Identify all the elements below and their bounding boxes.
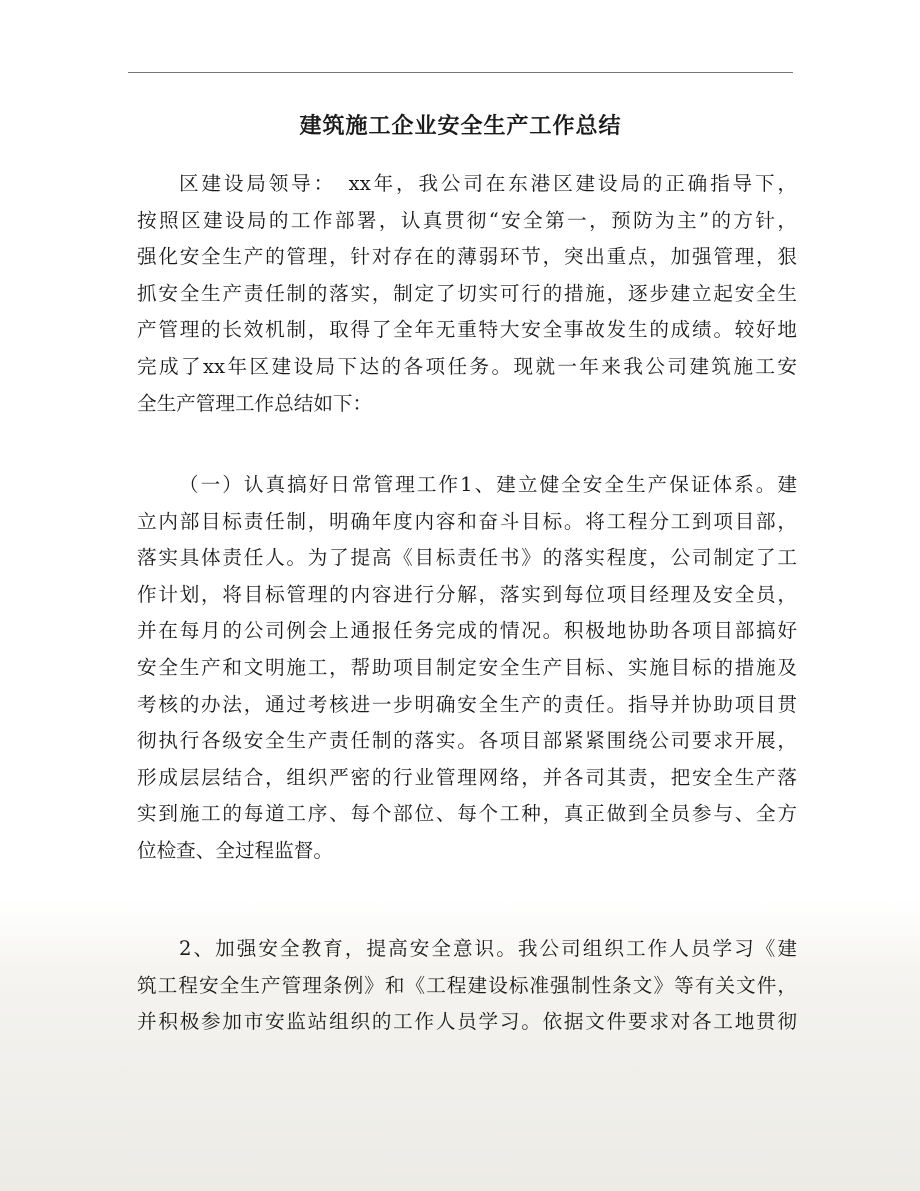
text-line: 落实具体责任人。为了提高《目标责任书》的落实程度，公司制定了工 [137,546,797,570]
text-line: 形成层层结合，组织严密的行业管理网络，并各司其责，把安全生产落 [137,765,797,789]
text-line: 作计划，将目标管理的内容进行分解，落实到每位项目经理及安全员， [137,582,797,606]
text-line: 2、加强安全教育，提高安全意识。我公司组织工作人员学习《建 [179,937,797,960]
text-line: 抓安全生产责任制的落实，制定了切实可行的措施，逐步建立起安全生 [137,281,797,305]
text-line: 并积极参加市安监站组织的工作人员学习。依据文件要求对各工地贯彻 [137,1010,797,1034]
header-rule [128,72,793,73]
text-line: 按照区建设局的工作部署，认真贯彻“安全第一，预防为主”的方针， [137,208,797,232]
text-line: 安全生产和文明施工，帮助项目制定安全生产目标、实施目标的措施及 [137,655,797,679]
paragraph-safety-education [137,931,797,1041]
document-title: 建筑施工企业安全生产工作总结 [299,113,622,139]
text-line: 实到施工的每道工序、每个部位、每个工种，真正做到全员参与、全方 [137,802,797,826]
paragraph-daily-management [137,467,797,870]
text-line: 并在每月的公司例会上通报任务完成的情况。积极地协助各项目部搞好 [137,619,797,643]
text-line: 立内部目标责任制，明确年度内容和奋斗目标。将工程分工到项目部， [137,509,797,533]
text-line: 强化安全生产的管理，针对存在的薄弱环节，突出重点，加强管理，狠 [137,245,797,269]
text-line: 位检查、全过程监督。 [137,838,333,862]
text-line: 区建设局领导： xx年，我公司在东港区建设局的正确指导下， [179,172,797,195]
text-line: 彻执行各级安全生产责任制的落实。各项目部紧紧围绕公司要求开展， [137,729,797,753]
text-line: 产管理的长效机制，取得了全年无重特大安全事故发生的成绩。较好地 [137,318,797,342]
text-line: （一）认真搞好日常管理工作1、建立健全安全生产保证体系。建 [179,473,797,496]
text-line: 筑工程安全生产管理条例》和《工程建设标准强制性条文》等有关文件， [137,973,797,997]
text-line: 考核的办法，通过考核进一步明确安全生产的责任。指导并协助项目贯 [137,692,797,716]
paragraph-intro [137,166,797,422]
text-line: 全生产管理工作总结如下： [137,391,373,415]
text-line: 完成了xx年区建设局下达的各项任务。现就一年来我公司建筑施工安 [137,354,797,378]
